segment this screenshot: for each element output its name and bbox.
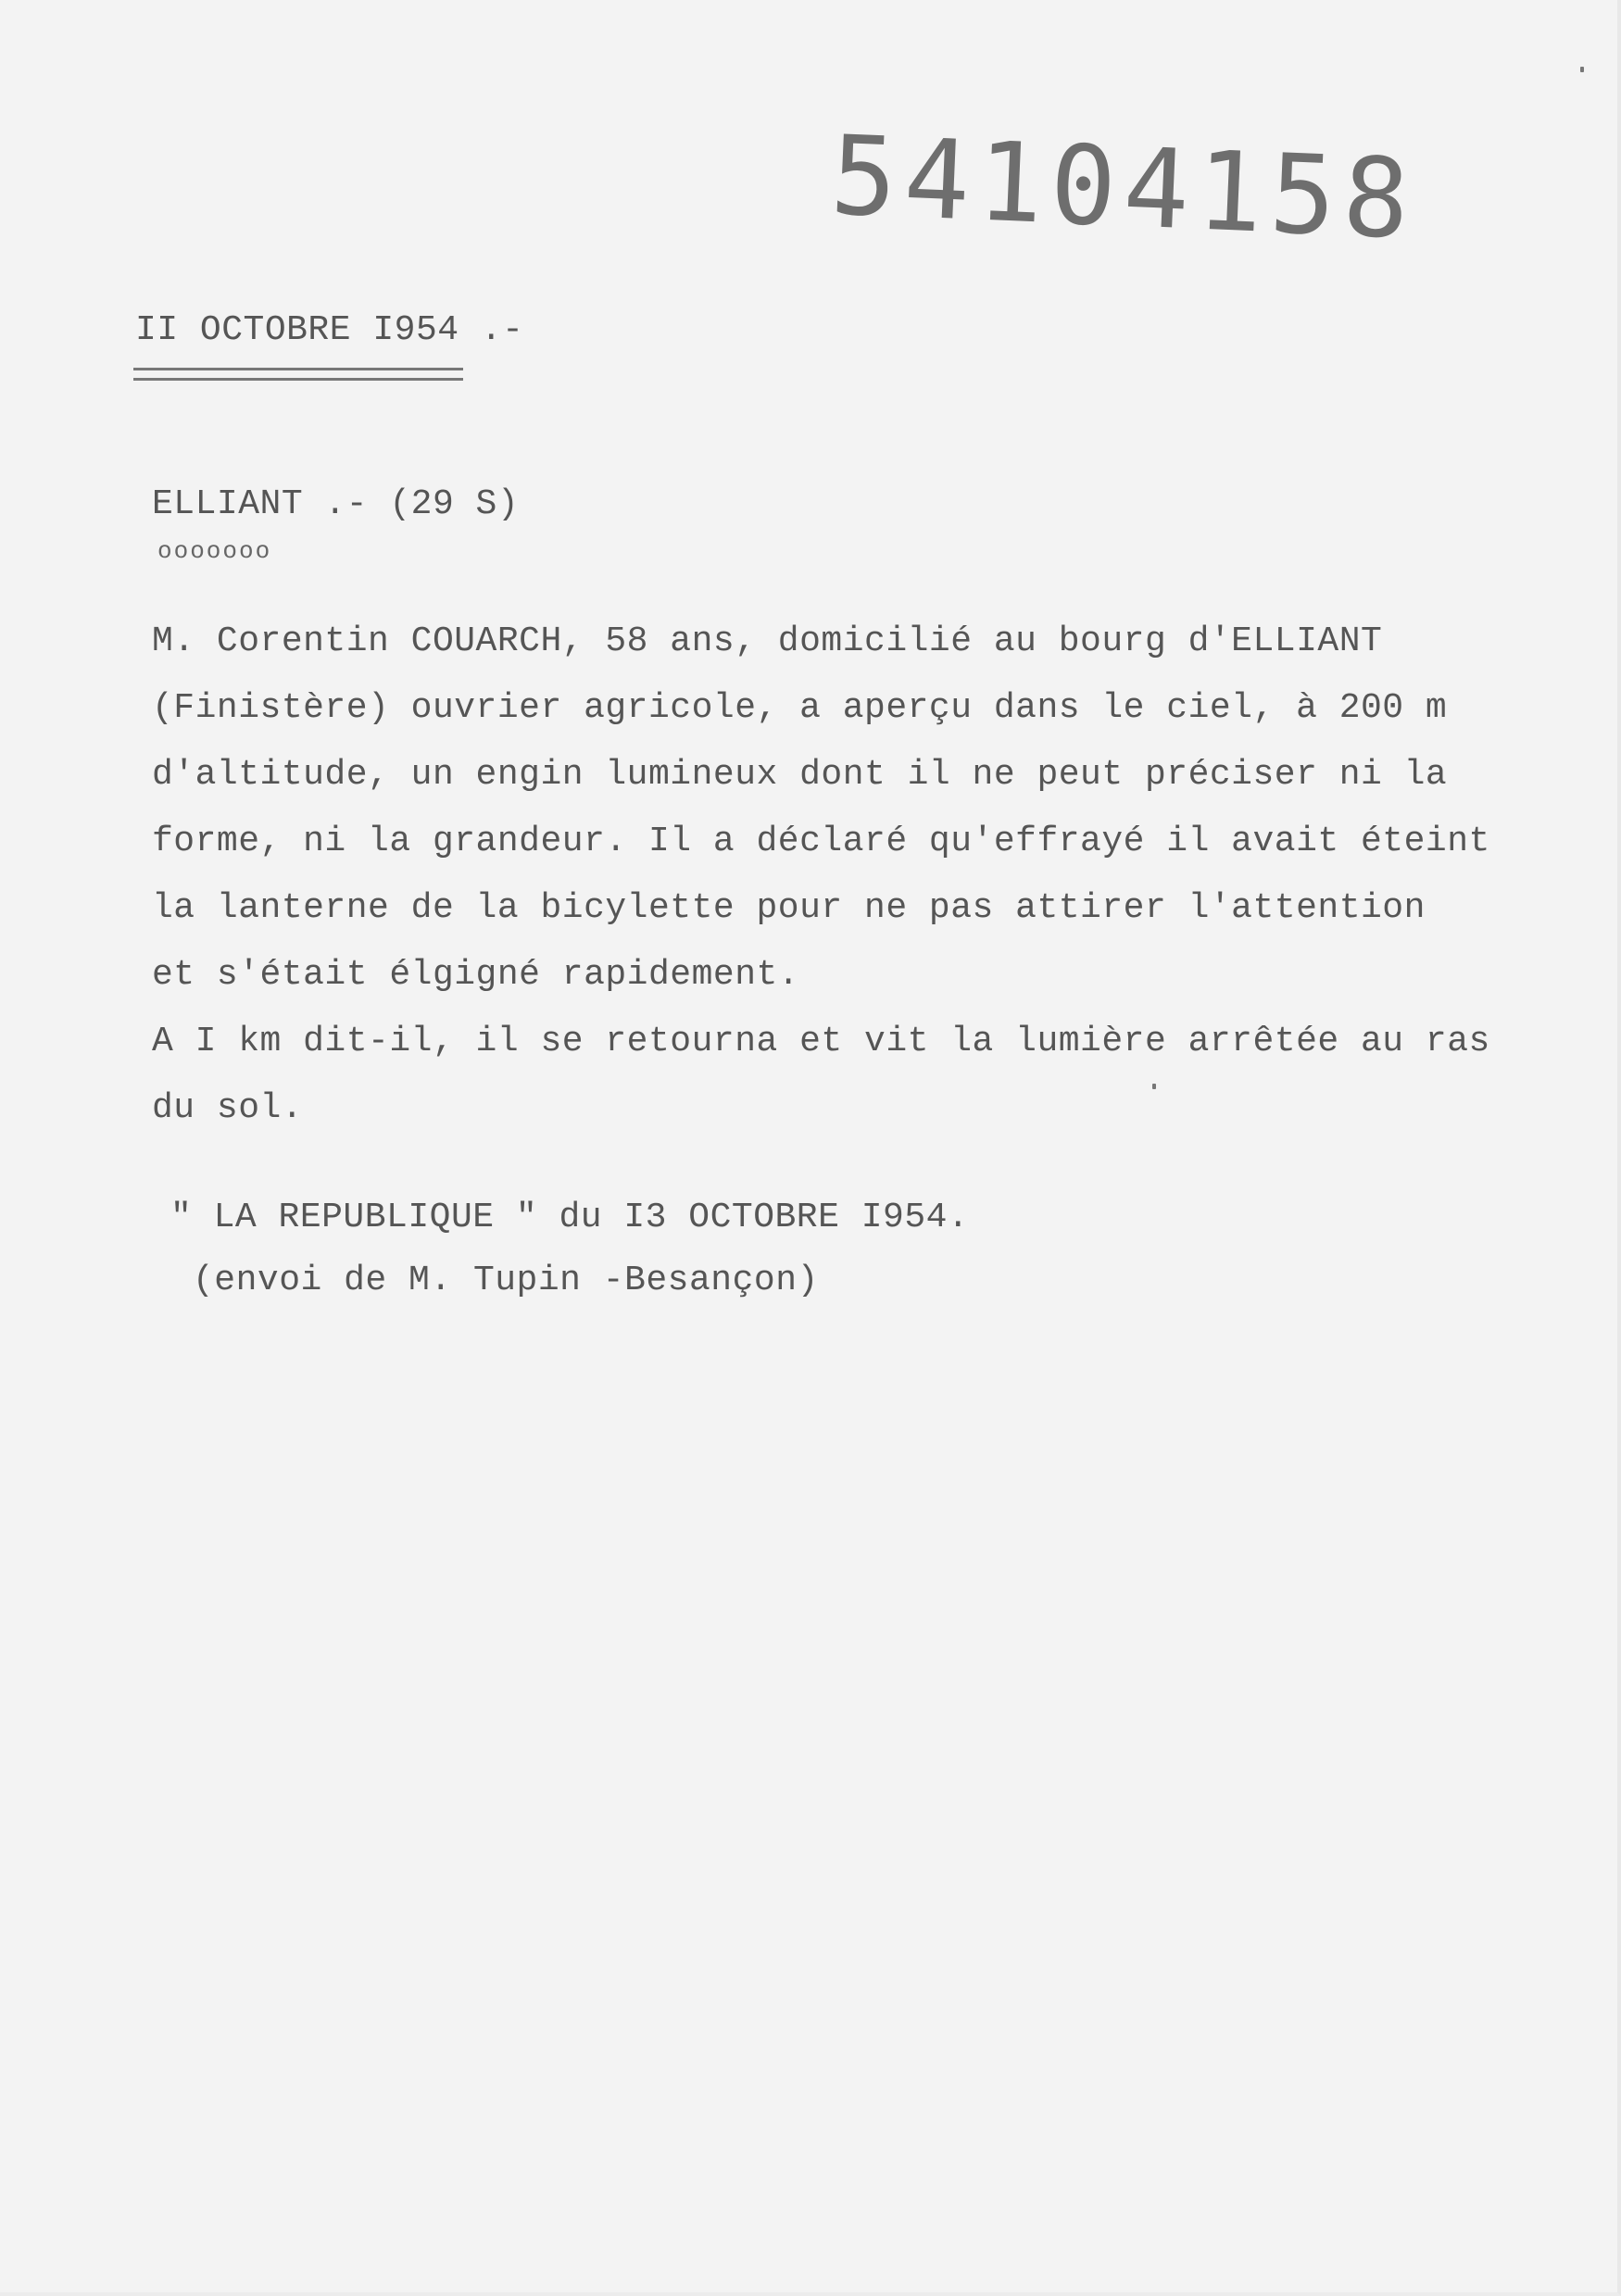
ornament-circles: ooooooo [157, 537, 272, 565]
body-line: la lanterne de la bicylette pour ne pas attirer l'attention [152, 888, 1426, 928]
body-line: A I km dit-il, il se retourna et vit la lumière arrêtée au ras [152, 1022, 1490, 1061]
body-line: M. Corentin COUARCH, 58 ans, domicilié au bourg d'ELLIANT [152, 621, 1383, 661]
date-underline [133, 368, 463, 381]
place-heading: ELLIANT .- (29 S) [152, 484, 520, 524]
body-line: forme, ni la grandeur. Il a déclaré qu'effrayé il avait éteint [152, 822, 1490, 861]
paper-speck [1152, 1084, 1156, 1089]
body-line: et s'était élgigné rapidement. [152, 955, 800, 995]
date-heading: II OCTOBRE I954 .- [135, 310, 524, 350]
archive-stamp-number: 54104158 [828, 111, 1419, 264]
body-line: (Finistère) ouvrier agricole, a aperçu dans le ciel, à 200 m [152, 688, 1448, 728]
paper-speck [1580, 67, 1584, 72]
source-citation: " LA REPUBLIQUE " du I3 OCTOBRE I954. [170, 1198, 970, 1237]
sender-note: (envoi de M. Tupin -Besançon) [193, 1261, 819, 1300]
body-line: d'altitude, un engin lumineux dont il ne peut préciser ni la [152, 755, 1448, 795]
body-line: du sol. [152, 1088, 304, 1128]
